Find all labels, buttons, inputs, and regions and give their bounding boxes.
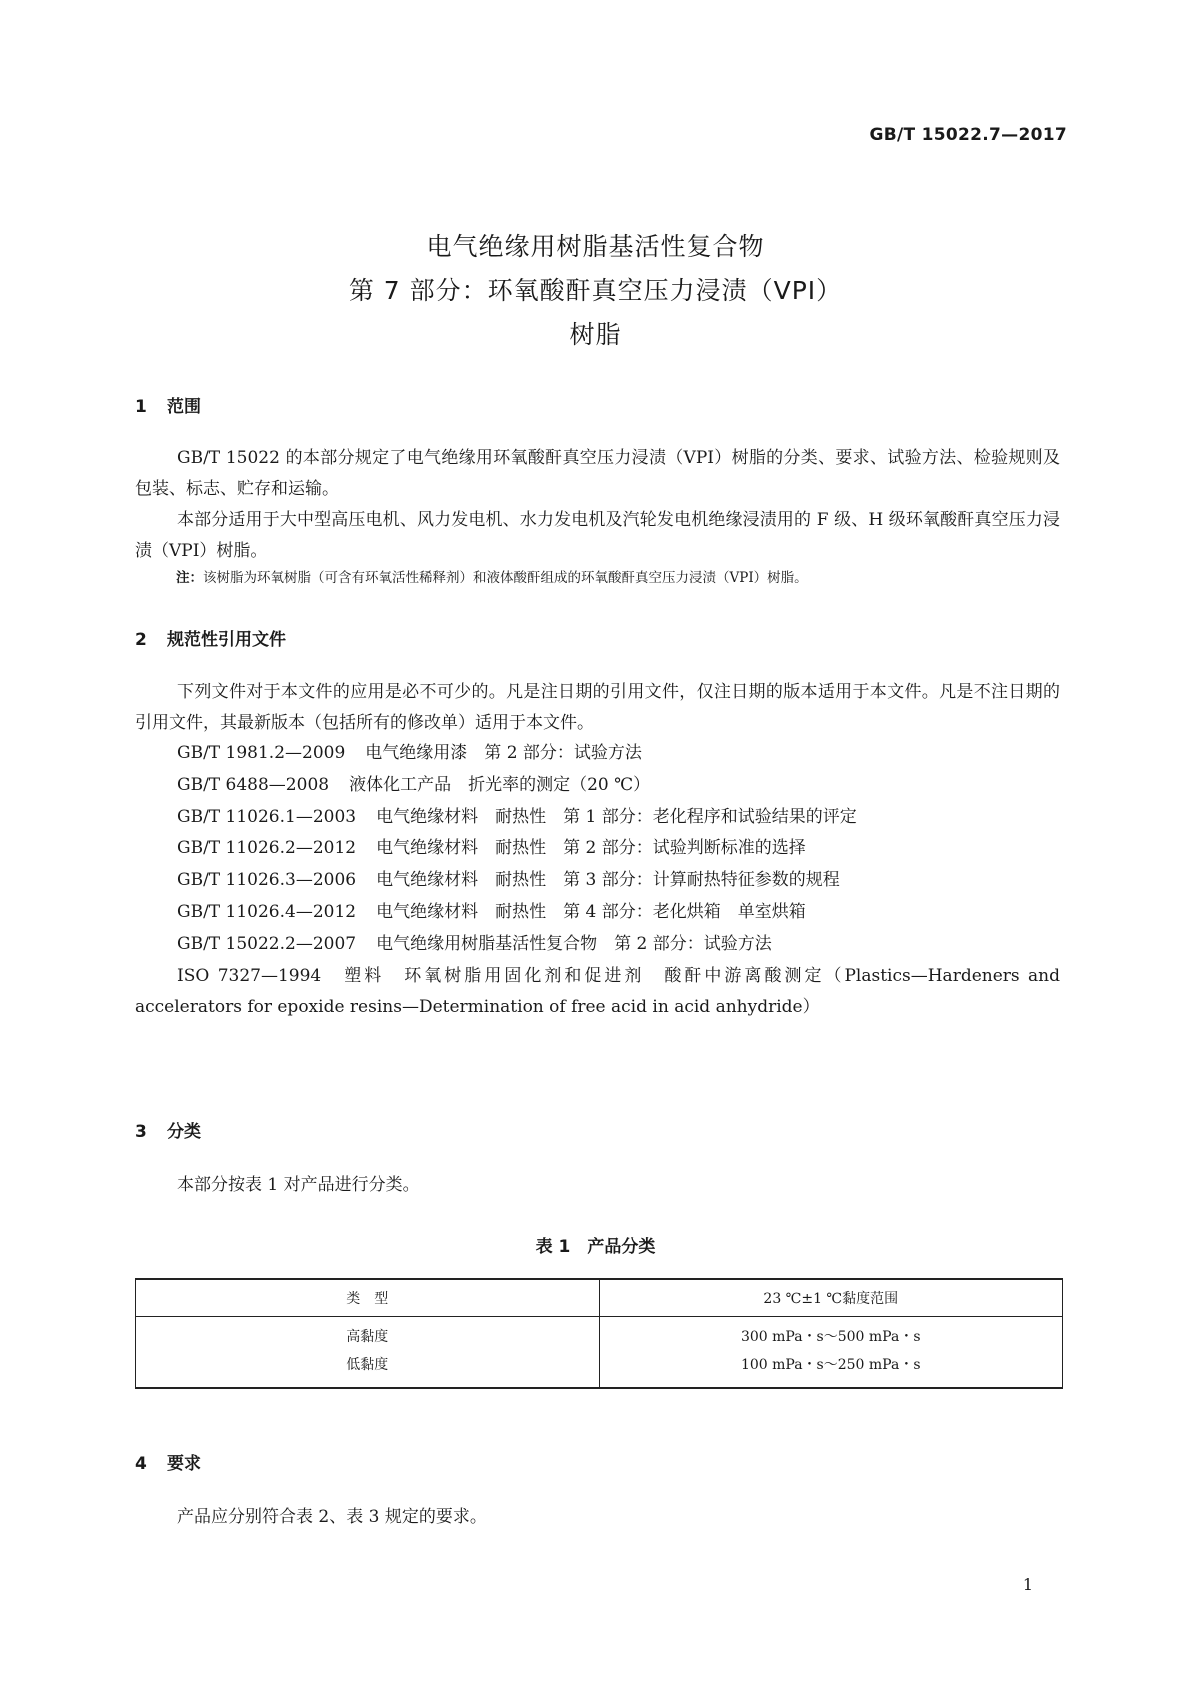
scope-paragraph-2: 本部分适用于大中型高压电机、风力发电机、水力发电机及汽轮发电机绝缘浸渍用的 F 级、H 级环氧酸酐真空压力浸渍（VPI）树脂。 xyxy=(135,510,1060,561)
reference-title: 电气绝缘材料 耐热性 第 4 部分：老化烘箱 单室烘箱 xyxy=(376,901,806,922)
scope-paragraph-1: GB/T 15022 的本部分规定了电气绝缘用环氧酸酐真空压力浸渍（VPI）树脂的分类、要求、试验方法、检验规则及包装、标志、贮存和运输。 xyxy=(135,448,1060,499)
reference-item xyxy=(135,929,1060,961)
product-classification-table xyxy=(135,1278,1063,1389)
table-row xyxy=(136,1317,1063,1389)
section-title: 要求 xyxy=(167,1454,201,1474)
reference-code: GB/T 15022.2—2007 xyxy=(177,933,357,954)
viscosity-cell xyxy=(599,1317,1063,1389)
type-cell xyxy=(136,1317,600,1389)
section-title: 分类 xyxy=(167,1122,201,1142)
reference-item xyxy=(135,802,1060,834)
viscosity-value: 300 mPa・s～500 mPa・s xyxy=(740,1329,921,1345)
reference-item xyxy=(135,865,1060,897)
reference-item xyxy=(135,897,1060,929)
title-line-3: 树脂 xyxy=(569,320,622,349)
table-caption: 表 1 产品分类 xyxy=(535,1237,656,1257)
reference-title: 电气绝缘材料 耐热性 第 3 部分：计算耐热特征参数的规程 xyxy=(376,870,840,891)
reference-item xyxy=(135,833,1060,865)
classification-paragraph: 本部分按表 1 对产品进行分类。 xyxy=(177,1175,420,1195)
section-title: 范围 xyxy=(167,397,201,417)
title-line-2: 第 7 部分：环氧酸酐真空压力浸渍（VPI） xyxy=(348,276,843,305)
section-1-heading xyxy=(135,392,201,417)
column-header-type: 类 型 xyxy=(136,1279,600,1317)
reference-title: 电气绝缘材料 耐热性 第 2 部分：试验判断标准的选择 xyxy=(376,838,806,859)
section-number: 2 xyxy=(135,630,147,650)
note-text: 该树脂为环氧树脂（可含有环氧活性稀释剂）和液体酸酐组成的环氧酸酐真空压力浸渍（VPI）树脂。 xyxy=(203,570,808,586)
reference-code: GB/T 11026.3—2006 xyxy=(177,870,357,891)
table-header-row xyxy=(136,1279,1063,1317)
title-line-1: 电气绝缘用树脂基活性复合物 xyxy=(426,232,765,261)
reference-code: GB/T 11026.4—2012 xyxy=(177,901,357,922)
reference-code: GB/T 6488—2008 xyxy=(177,774,330,795)
reference-title: 塑料 环氧树脂用固化剂和促进剂 酸酐中游离酸测定（Plastics—Hardeners and accelerators for epoxide resins—Determination of free acid in acid anhydride） xyxy=(135,965,1060,1018)
requirements-paragraph: 产品应分别符合表 2、表 3 规定的要求。 xyxy=(177,1507,487,1527)
section-title: 规范性引用文件 xyxy=(167,630,286,650)
references-intro: 下列文件对于本文件的应用是必不可少的。凡是注日期的引用文件，仅注日期的版本适用于本文件。凡是不注日期的引用文件，其最新版本（包括所有的修改单）适用于本文件。 xyxy=(135,682,1060,733)
section-number: 4 xyxy=(135,1454,147,1474)
reference-code: ISO 7327—1994 xyxy=(177,965,322,986)
reference-title: 电气绝缘用树脂基活性复合物 第 2 部分：试验方法 xyxy=(376,933,772,954)
section-2-heading xyxy=(135,625,286,650)
document-title xyxy=(0,225,1191,357)
type-value: 高黏度 xyxy=(346,1329,389,1345)
note-label: 注： xyxy=(176,570,203,586)
viscosity-value: 100 mPa・s～250 mPa・s xyxy=(740,1357,921,1373)
scope-note xyxy=(176,567,1056,589)
section-number: 1 xyxy=(135,397,147,417)
reference-title: 电气绝缘用漆 第 2 部分：试验方法 xyxy=(365,743,642,763)
reference-title: 电气绝缘材料 耐热性 第 1 部分：老化程序和试验结果的评定 xyxy=(376,806,857,827)
reference-list xyxy=(135,738,1060,1024)
section-3-heading xyxy=(135,1117,201,1142)
standard-code: GB/T 15022.7—2017 xyxy=(869,125,1067,145)
column-header-viscosity: 23 ℃±1 ℃黏度范围 xyxy=(599,1279,1063,1317)
reference-item xyxy=(135,770,1060,802)
page-number: 1 xyxy=(1022,1575,1033,1594)
reference-code: GB/T 11026.1—2003 xyxy=(177,806,357,827)
section-number: 3 xyxy=(135,1122,147,1142)
reference-item xyxy=(135,961,1060,1025)
reference-code: GB/T 1981.2—2009 xyxy=(177,743,346,763)
reference-item xyxy=(135,738,1060,770)
reference-code: GB/T 11026.2—2012 xyxy=(177,838,357,859)
section-4-heading xyxy=(135,1449,201,1474)
type-value: 低黏度 xyxy=(346,1357,389,1373)
reference-title: 液体化工产品 折光率的测定（20 ℃） xyxy=(349,774,651,795)
